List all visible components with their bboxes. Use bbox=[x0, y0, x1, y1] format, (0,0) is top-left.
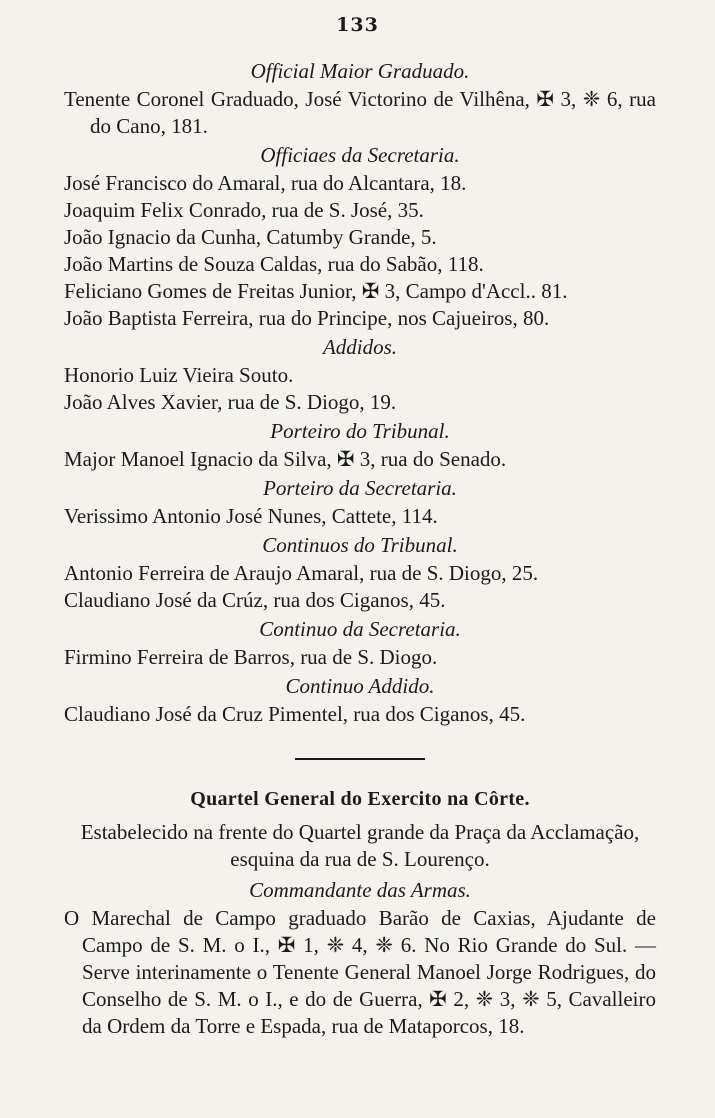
personnel-entry: Claudiano José da Crúz, rua dos Ciganos, 45. bbox=[64, 588, 446, 612]
personnel-entry: João Baptista Ferreira, rua do Principe, nos Cajueiros, 80. bbox=[64, 306, 550, 330]
section-title: Quartel General do Exercito na Côrte. bbox=[190, 788, 530, 810]
subsection-heading: Porteiro da Secretaria. bbox=[263, 476, 457, 500]
personnel-entry: João Alves Xavier, rua de S. Diogo, 19. bbox=[64, 390, 397, 414]
page-number: 133 bbox=[336, 14, 379, 36]
personnel-entry: Antonio Ferreira de Araujo Amaral, rua de S. Diogo, 25. bbox=[64, 561, 539, 585]
personnel-entry: José Francisco do Amaral, rua do Alcantara, 18. bbox=[64, 171, 467, 195]
subsection-heading: Continuo da Secretaria. bbox=[259, 617, 461, 641]
page-content bbox=[64, 56, 656, 1040]
subsection-heading: Porteiro do Tribunal. bbox=[270, 419, 450, 443]
personnel-listing bbox=[64, 58, 656, 728]
subsection-heading: Addidos. bbox=[322, 335, 398, 359]
subsection-heading: Official Maior Graduado. bbox=[250, 59, 470, 83]
personnel-entry: Firmino Ferreira de Barros, rua de S. Diogo. bbox=[64, 645, 438, 669]
commander-entry: O Marechal de Campo graduado Barão de Caxias, Ajudante de Campo de S. M. o I., ✠ 1, ❈ 4, ❈ 6. No Rio Grande do Sul. — Serve interinamente o Tenente General Manoel Jorge Rodrigues, do Conselho de S. M. o I., e do de Guerra, ✠ 2, ❈ 3, ❈ 5, Cavalleiro da Ordem da Torre e Espada, rua de Mataporcos, 18. bbox=[64, 906, 656, 1038]
personnel-entry: João Ignacio da Cunha, Catumby Grande, 5. bbox=[64, 225, 437, 249]
section-divider bbox=[295, 758, 425, 760]
subsection-heading: Continuos do Tribunal. bbox=[262, 533, 458, 557]
personnel-entry: Honorio Luiz Vieira Souto. bbox=[64, 363, 294, 387]
subsection-heading: Continuo Addido. bbox=[285, 674, 435, 698]
personnel-entry: Major Manoel Ignacio da Silva, ✠ 3, rua do Senado. bbox=[64, 447, 507, 471]
subsection-heading: Officiaes da Secretaria. bbox=[260, 143, 460, 167]
personnel-entry: Tenente Coronel Graduado, José Victorino de Vilhêna, ✠ 3, ❈ 6, rua do Cano, 181. bbox=[64, 87, 656, 138]
personnel-entry: Feliciano Gomes de Freitas Junior, ✠ 3, Campo d'Accl.. 81. bbox=[64, 279, 568, 303]
personnel-entry: Claudiano José da Cruz Pimentel, rua dos Ciganos, 45. bbox=[64, 702, 526, 726]
personnel-entry: Verissimo Antonio José Nunes, Cattete, 114. bbox=[64, 504, 438, 528]
commander-heading: Commandante das Armas. bbox=[249, 878, 471, 902]
section-location: Estabelecido na frente do Quartel grande da Praça da Acclamação, esquina da rua de S. Lourenço. bbox=[80, 820, 640, 871]
personnel-entry: Joaquim Felix Conrado, rua de S. José, 35. bbox=[64, 198, 424, 222]
personnel-entry: João Martins de Souza Caldas, rua do Sabão, 118. bbox=[64, 252, 484, 276]
